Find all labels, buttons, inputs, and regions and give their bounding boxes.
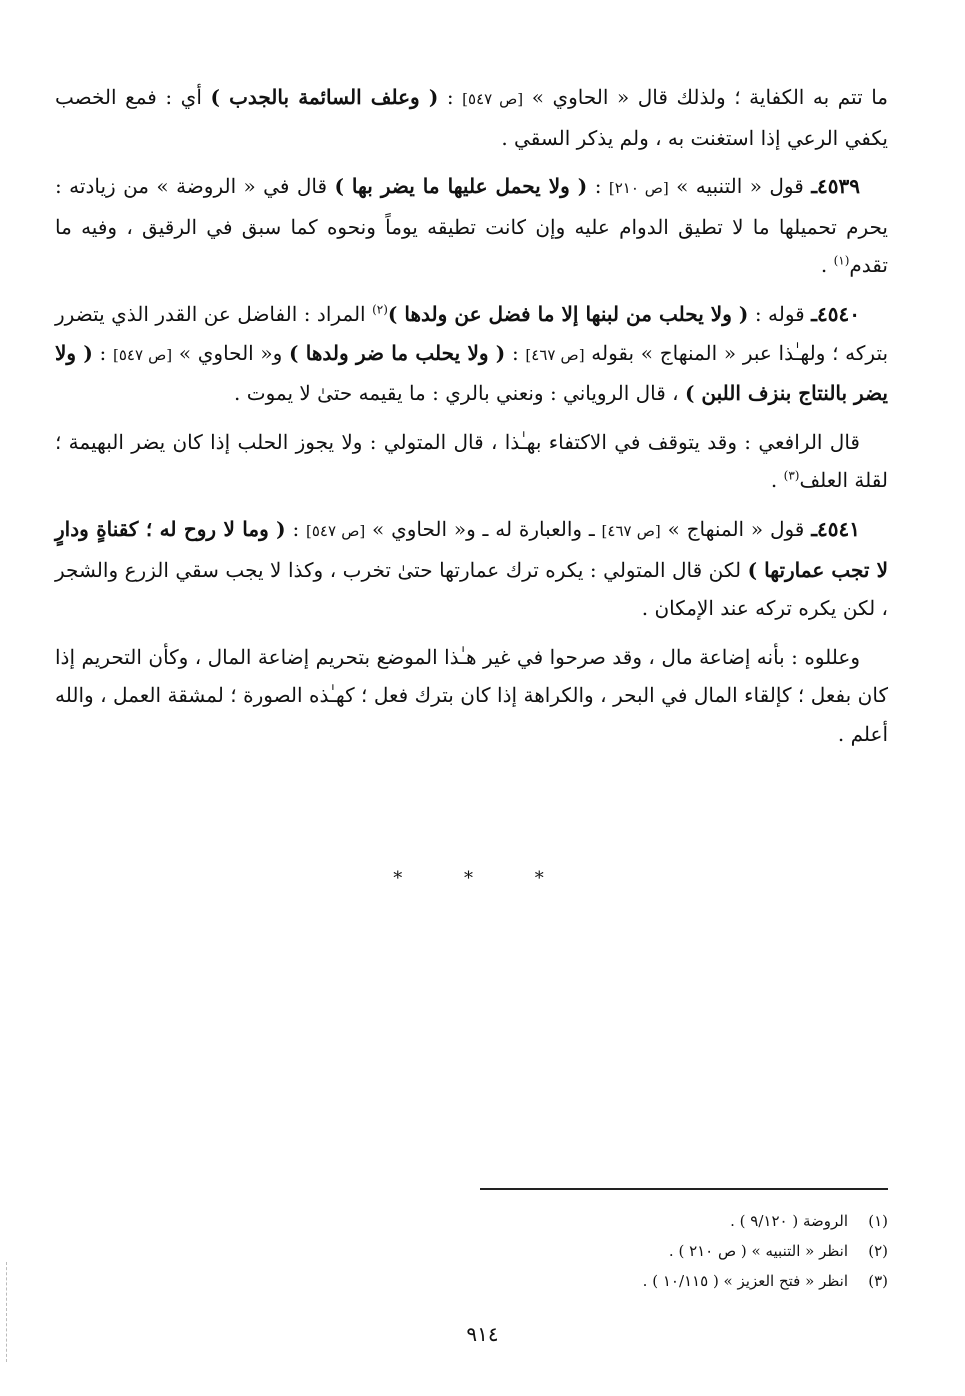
footnote-divider bbox=[480, 1188, 888, 1190]
text-run: . bbox=[820, 253, 834, 278]
text-run: : bbox=[505, 340, 526, 365]
quoted-text: ( ولا يحلب ما ضر ولدها ) bbox=[289, 340, 506, 365]
text-run: ، قال الروياني : ونعني بالري : ما يقيمه حتىٰ لا يموت . bbox=[234, 381, 685, 406]
quoted-text: ٤٥٤٠ـ bbox=[811, 301, 860, 326]
page-reference: [ص ٤٦٧] bbox=[601, 521, 661, 540]
text-run: . bbox=[770, 468, 784, 493]
quoted-text: ( ولا يحلب من لبنها إلا ما فضل عن ولدها ) bbox=[387, 301, 749, 326]
text-run: قال في « الروضة » من زيادته : يحرم تحميلها ما لا تطيق الدوام عليه وإن كانت تطيقه يوماً ونحوه كما سبق في الرقيق ، وفيه ما تقدم bbox=[55, 174, 888, 278]
footnote-text: انظر « التنبيه » ( ص ٢١٠ ) . bbox=[668, 1242, 848, 1260]
footnote-reference: (٣) bbox=[783, 468, 800, 483]
footnote-item bbox=[480, 1236, 888, 1266]
quoted-text: ( ولا يضر بالنتاج بنزف اللبن ) bbox=[55, 340, 888, 406]
text-run: لكن قال المتولي : يكره ترك عمارتها حتىٰ تخرب ، وكذا لا يجب سقي الزرع والشجر ، لكن يكره تركه عند الإمكان . bbox=[55, 557, 888, 621]
page-reference: [ص ٥٤٧] bbox=[306, 521, 366, 540]
text-run: قوله : bbox=[748, 301, 812, 326]
quoted-text: ( وعلف السائمة بالجدب ) bbox=[210, 85, 439, 109]
quoted-text: ٤٥٤١ـ bbox=[811, 516, 861, 541]
text-run: : bbox=[92, 340, 113, 365]
paragraph bbox=[55, 510, 888, 628]
footnote-item bbox=[480, 1206, 888, 1236]
text-run: : bbox=[587, 174, 609, 199]
page-number: ٩١٤ bbox=[466, 1322, 499, 1346]
paragraph bbox=[55, 167, 888, 285]
text-run: ما تتم به الكفاية ؛ ولذلك قال « الحاوي » bbox=[523, 85, 888, 109]
text-run: قال الرافعي : وقد يتوقف في الاكتفاء بهـٰذا ، قال المتولي : ولا يجوز الحلب إذا كان يضر البهيمة ؛ لقلة العلف bbox=[55, 429, 888, 493]
footnote-number: (٢) bbox=[868, 1242, 888, 1260]
section-separator: * * * bbox=[393, 868, 572, 889]
footnote-text: انظر « فتح العزيز » ( ١٠/١١٥ ) . bbox=[642, 1272, 848, 1290]
text-run: : bbox=[285, 516, 306, 541]
text-run: و« الحاوي » bbox=[172, 340, 290, 365]
page-reference: [ص ٢١٠] bbox=[608, 179, 669, 198]
quoted-text: ( ولا يحمل عليها ما يضر بها ) bbox=[334, 174, 588, 199]
footnotes bbox=[480, 1206, 888, 1296]
text-run: قول « المنهاج » bbox=[660, 516, 812, 541]
paragraph bbox=[55, 295, 888, 413]
quoted-text: ٤٥٣٩ـ bbox=[811, 174, 861, 199]
footnote-reference: (٢) bbox=[372, 302, 388, 317]
text-run: وعللوه : بأنه إضاعة مال ، وقد صرحوا في غير هـٰذا الموضع بتحريم إضاعة المال ، وكأن التحريم إذا كان بفعل ؛ كإلقاء المال في البحر ، والكراهة إذا كان بترك فعل ؛ كهـٰذه الصورة ؛ لمشقة العمل ، والله أعلم . bbox=[55, 644, 888, 746]
footnote-reference: (١) bbox=[833, 253, 850, 268]
text-run: أي : فمع الخصب يكفي الرعي إذا استغنت به ، ولم يذكر السقي . bbox=[55, 85, 888, 150]
footnote-number: (٣) bbox=[868, 1272, 888, 1290]
text-run: قول « التنبيه » bbox=[668, 174, 812, 199]
paragraph bbox=[55, 423, 888, 500]
page-reference: [ص ٥٤٧] bbox=[462, 90, 524, 108]
text-run: : bbox=[438, 85, 463, 109]
paragraph bbox=[55, 78, 888, 157]
text-run: ـ والعبارة له ـ و« الحاوي » bbox=[365, 516, 602, 541]
paragraph bbox=[55, 638, 888, 754]
footnote-item bbox=[480, 1266, 888, 1296]
quoted-text: ( وما لا روح له ؛ كقناةٍ ودارٍ لا تجب عمارتها ) bbox=[55, 516, 888, 582]
page-reference: [ص ٥٤٧] bbox=[112, 345, 173, 364]
footnote-text: الروضة ( ٩/١٢٠ ) . bbox=[730, 1212, 848, 1230]
main-text-body bbox=[55, 78, 888, 764]
page-reference: [ص ٤٦٧] bbox=[525, 345, 585, 364]
scan-edge-marks bbox=[6, 1262, 9, 1362]
footnote-number: (١) bbox=[868, 1212, 888, 1230]
text-run: المراد : الفاضل عن القدر الذي يتضرر بتركه ؛ ولهـٰذا عبر « المنهاج » بقوله bbox=[55, 301, 889, 365]
